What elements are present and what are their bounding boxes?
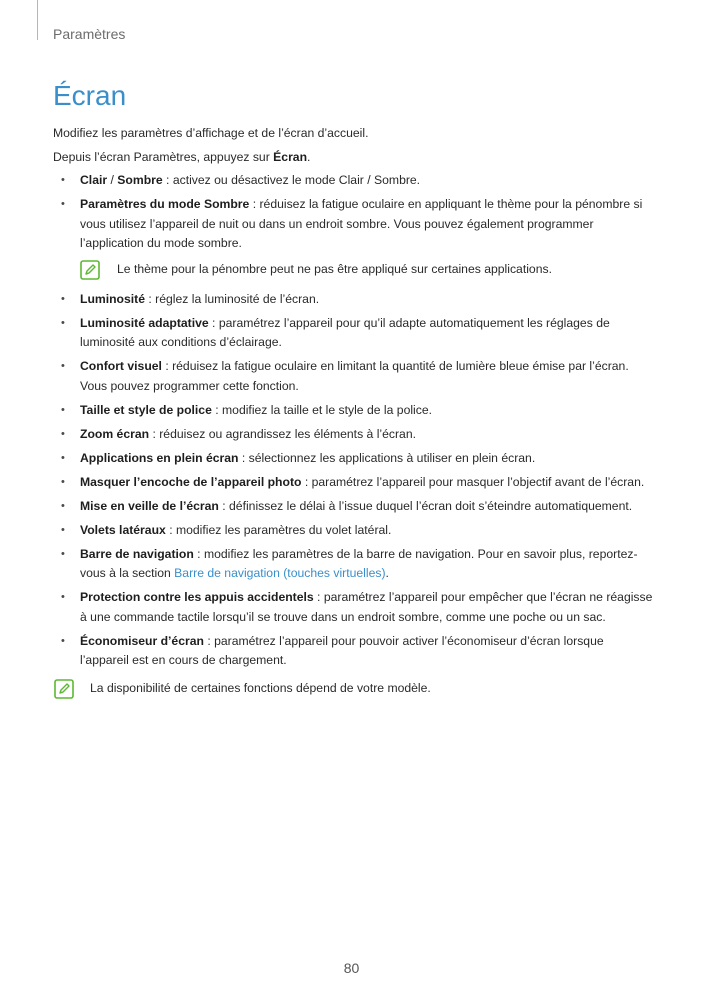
main-content	[53, 124, 653, 709]
list-item-clair-sombre: • Clair / Sombre : activez ou désactivez le mode Clair / Sombre.	[53, 171, 653, 191]
list-item-luminosite-adaptative: • Luminosité adaptative : paramétrez l’appareil pour qu’il adapte automatiquement les réglages de luminosité aux conditions d’éclairage.	[61, 315, 610, 349]
bullet-icon: •	[61, 427, 65, 440]
instruction-text: Depuis l’écran Paramètres, appuyez sur Écran.	[53, 149, 311, 164]
bullet-icon: •	[61, 499, 65, 512]
bullet-icon: •	[61, 591, 65, 603]
note-dark-theme: Le thème pour la pénombre peut ne pas être appliqué sur certaines applications.	[53, 260, 653, 280]
bullet-icon: •	[61, 475, 65, 488]
list-item-plein-ecran: • Applications en plein écran : sélectionnez les applications à utiliser en plein écran.	[53, 449, 653, 469]
note-pencil-icon	[54, 679, 74, 706]
page-number: 80	[343, 960, 360, 976]
bullet-icon: •	[61, 634, 65, 647]
barre-navigation-link[interactable]: Barre de navigation (touches virtuelles)	[174, 566, 386, 580]
list-item-masquer-encoche: • Masquer l’encoche de l’appareil photo : paramétrez l’appareil pour masquer l’objectif avant de l’écran.	[53, 473, 653, 493]
header-rule	[37, 0, 38, 40]
list-item-luminosite: • Luminosité : réglez la luminosité de l’écran.	[53, 290, 653, 310]
note-pencil-icon	[80, 260, 100, 287]
bullet-icon: •	[61, 547, 65, 560]
list-item-mise-en-veille: • Mise en veille de l’écran : définissez le délai à l’issue duquel l’écran doit s’éteindre automatiquement.	[53, 497, 653, 517]
bullet-icon: •	[61, 451, 65, 464]
list-item-zoom-ecran: • Zoom écran : réduisez ou agrandissez les éléments à l’écran.	[53, 425, 653, 445]
bullet-icon: •	[61, 360, 65, 372]
page-title: Écran	[53, 80, 127, 111]
section-header: Paramètres	[53, 26, 126, 42]
bullet-icon: •	[61, 198, 65, 210]
list-item-volets-lateraux: • Volets latéraux : modifiez les paramètres du volet latéral.	[53, 521, 653, 541]
settings-list	[53, 171, 653, 671]
list-item-parametres-mode-sombre: • Paramètres du mode Sombre : réduisez la fatigue oculaire en appliquant le thème pour la pénombre si vous utilisez l’appareil de nuit ou dans un endroit sombre. Vous pouvez également programmer l’application du mode sombre.	[61, 197, 643, 250]
list-item-taille-police: • Taille et style de police : modifiez la taille et le style de la police.	[53, 401, 653, 421]
bullet-icon: •	[61, 523, 65, 536]
bullet-icon: •	[61, 174, 65, 186]
bullet-icon: •	[61, 292, 65, 305]
bullet-icon: •	[61, 316, 65, 329]
intro-text: Modifiez les paramètres d’affichage et de l’écran d’accueil.	[53, 126, 369, 140]
list-item-confort-visuel: • Confort visuel : réduisez la fatigue oculaire en limitant la quantité de lumière bleue émise par l’écran. Vous pouvez programmer cette fonction.	[61, 359, 629, 393]
list-item-protection-appuis: • Protection contre les appuis accidentels : paramétrez l’appareil pour empêcher que l’écran ne réagisse à une commande tactile lorsqu’il se trouve dans un endroit sombre, comme une poche ou un sac.	[61, 590, 653, 624]
bullet-icon: •	[61, 403, 65, 416]
note-availability: La disponibilité de certaines fonctions dépend de votre modèle.	[53, 679, 653, 699]
list-item-barre-navigation: • Barre de navigation : modifiez les paramètres de la barre de navigation. Pour en savoir plus, reportez-vous à la section Barre de navigation (touches virtuelles).	[61, 546, 638, 580]
list-item-economiseur-ecran: • Économiseur d’écran : paramétrez l’appareil pour pouvoir activer l’économiseur d’écran lorsque l’appareil est en cours de chargement.	[61, 633, 604, 667]
